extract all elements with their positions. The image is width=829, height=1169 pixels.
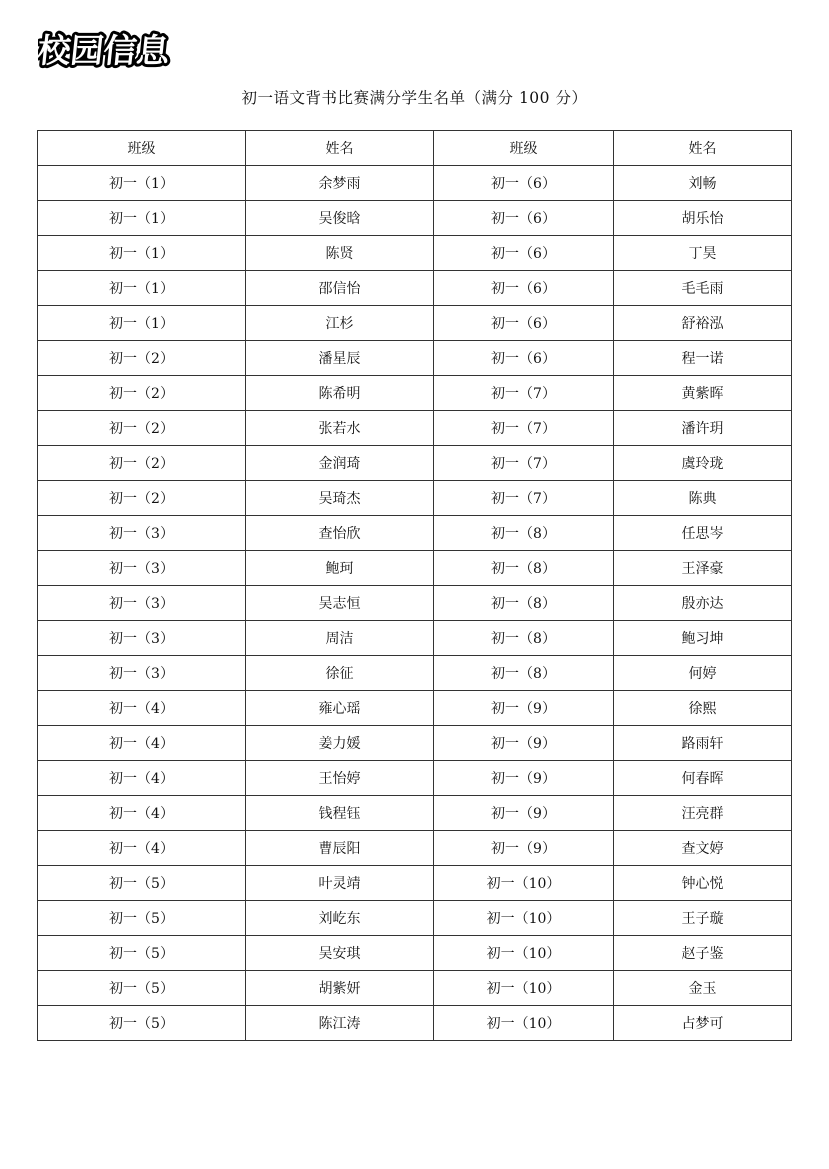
table-row [38,201,792,236]
class-cell: 初一（2） [38,446,246,481]
class-cell: 初一（6） [434,201,614,236]
class-cell: 初一（4） [38,831,246,866]
student-name-cell: 王泽豪 [614,551,792,586]
svg-text:校园信息: 校园信息 [38,31,172,70]
table-row [38,691,792,726]
class-cell: 初一（8） [434,621,614,656]
table-row [38,306,792,341]
table-row [38,376,792,411]
class-cell: 初一（9） [434,831,614,866]
class-cell: 初一（1） [38,201,246,236]
class-cell: 初一（6） [434,271,614,306]
class-cell: 初一（1） [38,166,246,201]
class-cell: 初一（4） [38,796,246,831]
student-name-cell: 何婷 [614,656,792,691]
student-name-cell: 丁昊 [614,236,792,271]
class-cell: 初一（9） [434,691,614,726]
class-cell: 初一（6） [434,236,614,271]
student-name-cell: 潘星辰 [246,341,434,376]
student-name-cell: 黄紫晖 [614,376,792,411]
student-name-cell: 胡乐怡 [614,201,792,236]
class-cell: 初一（3） [38,586,246,621]
student-name-cell: 吴志恒 [246,586,434,621]
table-header-row [38,131,792,166]
student-name-cell: 徐熙 [614,691,792,726]
student-name-cell: 叶灵靖 [246,866,434,901]
class-cell: 初一（1） [38,236,246,271]
student-name-cell: 吴琦杰 [246,481,434,516]
table-row [38,271,792,306]
class-cell: 初一（2） [38,341,246,376]
student-name-cell: 潘许玥 [614,411,792,446]
class-cell: 初一（9） [434,761,614,796]
table-row [38,796,792,831]
table-row [38,1006,792,1041]
student-name-cell: 姜力媛 [246,726,434,761]
class-cell: 初一（7） [434,411,614,446]
class-cell: 初一（6） [434,341,614,376]
student-name-cell: 陈典 [614,481,792,516]
student-name-cell: 毛毛雨 [614,271,792,306]
full-score-students-table [37,130,792,1041]
table-row [38,831,792,866]
column-header-class: 班级 [38,131,246,166]
column-header-name: 姓名 [614,131,792,166]
student-name-cell: 钱程钰 [246,796,434,831]
student-name-cell: 钟心悦 [614,866,792,901]
table-row [38,761,792,796]
class-cell: 初一（10） [434,936,614,971]
class-cell: 初一（5） [38,936,246,971]
table-row [38,341,792,376]
class-cell: 初一（4） [38,726,246,761]
class-cell: 初一（1） [38,271,246,306]
class-cell: 初一（10） [434,866,614,901]
class-cell: 初一（10） [434,1006,614,1041]
class-cell: 初一（4） [38,691,246,726]
class-cell: 初一（5） [38,1006,246,1041]
student-name-cell: 殷亦达 [614,586,792,621]
student-name-cell: 汪亮群 [614,796,792,831]
table-row [38,586,792,621]
table-row [38,901,792,936]
table-row [38,446,792,481]
table-row [38,481,792,516]
table-row [38,866,792,901]
table-row [38,411,792,446]
student-name-cell: 鲍珂 [246,551,434,586]
class-cell: 初一（6） [434,306,614,341]
class-cell: 初一（5） [38,866,246,901]
student-name-cell: 徐征 [246,656,434,691]
class-cell: 初一（5） [38,971,246,1006]
class-cell: 初一（3） [38,621,246,656]
student-name-cell: 雍心瑶 [246,691,434,726]
table-row [38,551,792,586]
class-cell: 初一（8） [434,656,614,691]
student-name-cell: 舒裕泓 [614,306,792,341]
student-name-cell: 胡紫妍 [246,971,434,1006]
student-name-cell: 邵信怡 [246,271,434,306]
table-row [38,516,792,551]
student-name-cell: 查文婷 [614,831,792,866]
class-cell: 初一（3） [38,516,246,551]
student-name-cell: 刘屹东 [246,901,434,936]
student-name-cell: 吴安琪 [246,936,434,971]
class-cell: 初一（10） [434,901,614,936]
class-cell: 初一（9） [434,726,614,761]
class-cell: 初一（3） [38,656,246,691]
class-cell: 初一（6） [434,166,614,201]
student-name-cell: 赵子鉴 [614,936,792,971]
student-name-cell: 何春晖 [614,761,792,796]
table-row [38,656,792,691]
student-name-cell: 余梦雨 [246,166,434,201]
student-name-cell: 吴俊晗 [246,201,434,236]
class-cell: 初一（2） [38,376,246,411]
column-header-class: 班级 [434,131,614,166]
class-cell: 初一（8） [434,551,614,586]
student-name-cell: 张若水 [246,411,434,446]
class-cell: 初一（3） [38,551,246,586]
class-cell: 初一（7） [434,376,614,411]
table-row [38,621,792,656]
table-row [38,236,792,271]
page-title: 初一语文背书比赛满分学生名单（满分 100 分） [241,89,588,107]
student-name-cell: 陈江涛 [246,1006,434,1041]
table-row [38,726,792,761]
class-cell: 初一（4） [38,761,246,796]
student-name-cell: 王子璇 [614,901,792,936]
student-name-cell: 任思岑 [614,516,792,551]
student-name-cell: 陈希明 [246,376,434,411]
student-name-cell: 陈贤 [246,236,434,271]
table-row [38,971,792,1006]
student-name-cell: 曹辰阳 [246,831,434,866]
table-body [38,166,792,1041]
class-cell: 初一（8） [434,586,614,621]
column-header-name: 姓名 [246,131,434,166]
class-cell: 初一（2） [38,481,246,516]
student-name-cell: 刘畅 [614,166,792,201]
class-cell: 初一（5） [38,901,246,936]
student-name-cell: 江杉 [246,306,434,341]
student-name-cell: 王怡婷 [246,761,434,796]
class-cell: 初一（8） [434,516,614,551]
class-cell: 初一（1） [38,306,246,341]
class-cell: 初一（2） [38,411,246,446]
student-name-cell: 路雨轩 [614,726,792,761]
table-row [38,936,792,971]
table-row [38,166,792,201]
student-name-cell: 虞玲珑 [614,446,792,481]
class-cell: 初一（7） [434,446,614,481]
student-name-cell: 金润琦 [246,446,434,481]
class-cell: 初一（9） [434,796,614,831]
school-news-logo [38,28,198,70]
class-cell: 初一（10） [434,971,614,1006]
student-name-cell: 周洁 [246,621,434,656]
student-name-cell: 占梦可 [614,1006,792,1041]
student-name-cell: 鲍习坤 [614,621,792,656]
student-name-cell: 查怡欣 [246,516,434,551]
class-cell: 初一（7） [434,481,614,516]
student-name-cell: 程一诺 [614,341,792,376]
student-name-cell: 金玉 [614,971,792,1006]
